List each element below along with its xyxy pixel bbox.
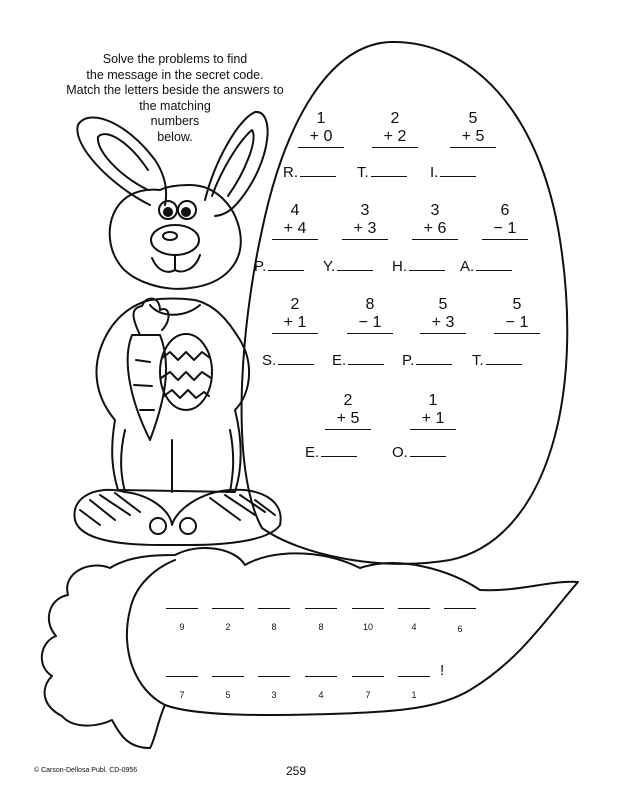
copyright-footer: © Carson-Dellosa Publ. CD-0956 [34,767,138,774]
code-blank[interactable] [305,676,337,677]
code-blank[interactable] [166,676,198,677]
code-blank[interactable] [166,608,198,609]
answer-y[interactable]: Y. [323,258,373,275]
code-number: 10 [362,622,373,632]
answer-e[interactable]: E. [332,352,384,369]
code-blank[interactable] [212,676,244,677]
code-number: 1 [411,690,417,700]
answer-t2[interactable]: T. [472,352,522,369]
problem-a: 6 − 1 [480,202,530,240]
code-blank[interactable] [305,608,337,609]
code-number: 4 [411,622,417,632]
cloud-outline [42,548,578,748]
code-blank[interactable] [258,608,290,609]
problem-i: 5 + 5 [448,110,498,148]
answer-h[interactable]: H. [392,258,445,275]
code-blank[interactable] [444,608,476,609]
answer-i[interactable]: I. [430,164,476,181]
cloud-inner-line [127,560,175,705]
problem-t2: 5 − 1 [492,296,542,334]
answer-p2[interactable]: P. [402,352,452,369]
code-number: 5 [225,690,231,700]
answer-p[interactable]: P. [254,258,304,275]
code-blank[interactable] [352,676,384,677]
code-blank[interactable] [398,608,430,609]
answer-a[interactable]: A. [460,258,512,275]
code-number: 6 [457,624,463,634]
problem-s: 2 + 1 [270,296,320,334]
code-number: 4 [318,690,324,700]
problem-o: 1 + 1 [408,392,458,430]
code-number: 9 [179,622,185,632]
answer-r[interactable]: R. [283,164,336,181]
exclamation-mark: ! [440,662,445,679]
answer-o[interactable]: O. [392,444,446,461]
page-number: 259 [286,764,307,778]
problem-p2: 5 + 3 [418,296,468,334]
answer-e2[interactable]: E. [305,444,357,461]
code-number: 7 [365,690,371,700]
instructions: Solve the problems to find the message in the secret code. Match the letters beside the answers to the matching numbers below. [66,52,284,144]
code-blank[interactable] [258,676,290,677]
problem-e2: 2 + 5 [323,392,373,430]
problem-y: 3 + 3 [340,202,390,240]
answer-t[interactable]: T. [357,164,407,181]
code-blank[interactable] [398,676,430,677]
problem-h: 3 + 6 [410,202,460,240]
problem-e: 8 − 1 [345,296,395,334]
carrot [128,335,166,440]
bunny-head [110,185,241,289]
code-number: 7 [179,690,185,700]
code-number: 2 [225,622,231,632]
code-blank[interactable] [352,608,384,609]
problem-t: 2 + 2 [370,110,420,148]
answer-s[interactable]: S. [262,352,314,369]
code-number: 8 [318,622,324,632]
code-blank[interactable] [212,608,244,609]
code-number: 3 [271,690,277,700]
problem-p: 4 + 4 [270,202,320,240]
problem-r: 1 + 0 [296,110,346,148]
code-number: 8 [271,622,277,632]
